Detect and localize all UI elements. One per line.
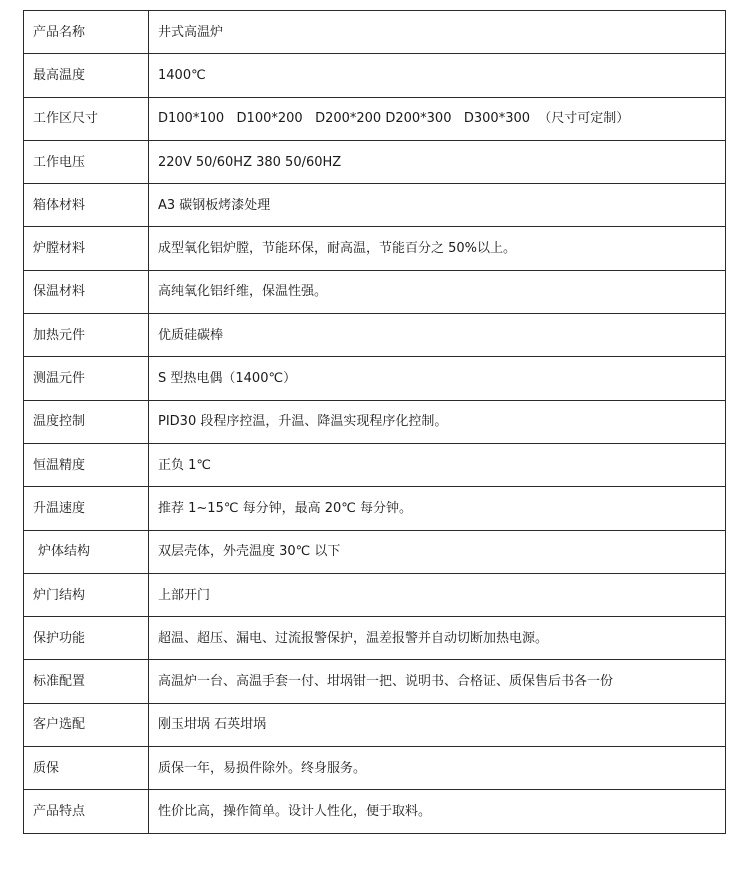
row-value: D100*100 D100*200 D200*200 D200*300 D300*300 （尺寸可定制）: [149, 97, 726, 140]
row-value: 优质硅碳棒: [149, 314, 726, 357]
row-value: 正负 1℃: [149, 443, 726, 486]
table-row-temperature-sensor: [24, 357, 726, 400]
table-row-temperature-accuracy: [24, 443, 726, 486]
table-row-voltage: [24, 140, 726, 183]
row-value: 井式高温炉: [149, 11, 726, 54]
row-value: 220V 50/60HZ 380 50/60HZ: [149, 140, 726, 183]
row-label: 最高温度: [24, 54, 149, 97]
row-label: 产品特点: [24, 790, 149, 833]
table-row-optional-config: [24, 703, 726, 746]
row-label: 炉门结构: [24, 573, 149, 616]
row-value: 高温炉一台、高温手套一付、坩埚钳一把、说明书、合格证、质保售后书各一份: [149, 660, 726, 703]
row-value: PID30 段程序控温，升温、降温实现程序化控制。: [149, 400, 726, 443]
row-label: 炉体结构: [24, 530, 149, 573]
row-value: 上部开门: [149, 573, 726, 616]
row-value: A3 碳钢板烤漆处理: [149, 184, 726, 227]
table-row-max-temperature: [24, 54, 726, 97]
row-value: 刚玉坩埚 石英坩埚: [149, 703, 726, 746]
table-row-chamber-material: [24, 227, 726, 270]
row-value: 成型氧化铝炉膛，节能环保，耐高温，节能百分之 50%以上。: [149, 227, 726, 270]
table-row-protection: [24, 617, 726, 660]
table-row-standard-config: [24, 660, 726, 703]
table-row-door-structure: [24, 573, 726, 616]
row-label: 产品名称: [24, 11, 149, 54]
row-value: 性价比高，操作简单。设计人性化，便于取料。: [149, 790, 726, 833]
table-row-warranty: [24, 747, 726, 790]
table-row-furnace-structure: [24, 530, 726, 573]
table-row-product-features: [24, 790, 726, 833]
table-row-casing-material: [24, 184, 726, 227]
row-label: 箱体材料: [24, 184, 149, 227]
table-row-heating-rate: [24, 487, 726, 530]
row-label: 恒温精度: [24, 443, 149, 486]
row-value: 高纯氧化铝纤维，保温性强。: [149, 270, 726, 313]
table-row-work-area-size: [24, 97, 726, 140]
row-label: 工作区尺寸: [24, 97, 149, 140]
row-value: S 型热电偶（1400℃）: [149, 357, 726, 400]
row-value: 双层壳体，外壳温度 30℃ 以下: [149, 530, 726, 573]
row-label: 测温元件: [24, 357, 149, 400]
row-label: 升温速度: [24, 487, 149, 530]
table-row-product-name: [24, 11, 726, 54]
row-label: 保护功能: [24, 617, 149, 660]
row-label: 质保: [24, 747, 149, 790]
row-label: 客户选配: [24, 703, 149, 746]
row-value: 1400℃: [149, 54, 726, 97]
row-label: 加热元件: [24, 314, 149, 357]
table-row-temperature-control: [24, 400, 726, 443]
row-label: 工作电压: [24, 140, 149, 183]
table-row-heating-element: [24, 314, 726, 357]
row-label: 标准配置: [24, 660, 149, 703]
product-spec-table: [23, 10, 726, 834]
row-label: 炉膛材料: [24, 227, 149, 270]
row-label: 温度控制: [24, 400, 149, 443]
row-value: 超温、超压、漏电、过流报警保护，温差报警并自动切断加热电源。: [149, 617, 726, 660]
row-label: 保温材料: [24, 270, 149, 313]
row-value: 推荐 1~15℃ 每分钟，最高 20℃ 每分钟。: [149, 487, 726, 530]
table-row-insulation-material: [24, 270, 726, 313]
row-value: 质保一年，易损件除外。终身服务。: [149, 747, 726, 790]
